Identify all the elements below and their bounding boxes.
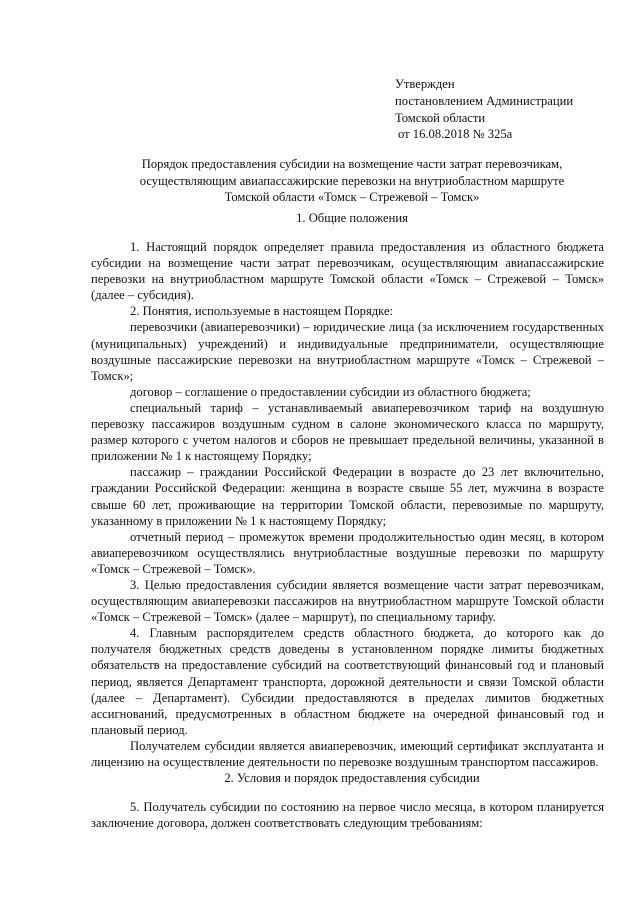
paragraph: 4. Главным распорядителем средств областного бюджета, до которого как до получателя бюджетных средств доведены в установленном порядке лимиты бюджетных обязательств на предоставление субсидий на соответствующий финансовый год и плановый период, является Департамент транспорта, дорожной деятельности и связи Томской области (далее – Департамент). Субсидии предоставляются в пределах лимитов бюджетных ассигнований, предусмотренных в областном бюджете на очередной финансовый год и плановый период. xyxy=(91,626,604,737)
paragraph: перевозчики (авиаперевозчики) – юридические лица (за исключением государственных (муниципальных) учреждений) и индивидуальные предприниматели, осуществляющие воздушные пассажирские перевозки на внутриобластном маршруте «Томск – Стрежевой – Томск»; xyxy=(91,320,604,383)
paragraph: 2. Понятия, используемые в настоящем Порядке: xyxy=(130,304,394,319)
title-line: осуществляющим авиапассажирские перевозки на внутриобластном маршруте xyxy=(139,173,565,188)
section-heading: 2. Условия и порядок предоставления субсидии xyxy=(224,771,480,785)
paragraph: пассажир – граждании Российской Федерации в возрасте до 23 лет включительно, граждании Российской Федерации: женщина в возрасте свыше 55 лет, мужчина в возрасте свыше 60 лет, проживающие на территории Томской области, перевозимые по маршруту, указанному в приложении № 1 к настоящему Порядку; xyxy=(91,465,604,528)
section-body xyxy=(91,799,604,831)
paragraph: 1. Настоящий порядок определяет правила предоставления из областного бюджета субсидии на возмещение части затрат перевозчикам, осуществляющим авиапассажирские перевозки на внутриобластном маршруте Томской области «Томск – Стрежевой – Томск» (далее – субсидия). xyxy=(91,240,604,303)
section-heading: 1. Общие положения xyxy=(296,211,408,225)
approval-block xyxy=(395,76,573,143)
paragraph: 5. Получатель субсидии по состоянию на первое число месяца, в котором планируется заключение договора, должен соответствовать следующим требованиям: xyxy=(91,800,604,831)
approval-date: от 16.08.2018 № 325а xyxy=(398,127,513,142)
title-line: Томской области «Томск – Стрежевой – Томск» xyxy=(224,190,480,205)
approval-line: Утвержден xyxy=(395,77,455,91)
document-title xyxy=(100,156,604,206)
paragraph: отчетный период – промежуток времени продолжительностью один месяц, в котором авиаперевозчиком осуществлялись внутриобластные воздушные перевозки по маршруту «Томск – Стрежевой – Томск». xyxy=(91,529,604,576)
paragraph: Получателем субсидии является авиаперевозчик, имеющий сертификат эксплуатанта и лицензию на осуществление деятельности по перевозке воздушным транспортом пассажиров. xyxy=(91,738,604,769)
approval-line: постановлением Администрации xyxy=(395,93,574,108)
section-body xyxy=(91,239,604,770)
approval-line: Томской области xyxy=(395,110,486,125)
paragraph: 3. Целью предоставления субсидии является возмещение части затрат перевозчикам, осуществляющим авиаперевозки пассажиров на внутриобластном маршруте Томской области «Томск – Стрежевой – Томск» (далее – маршрут), по специальному тарифу. xyxy=(91,577,604,625)
paragraph: договор – соглашение о предоставлении субсидии из областного бюджета; xyxy=(130,384,531,399)
title-line: Порядок предоставления субсидии на возмещение части затрат перевозчикам, xyxy=(141,157,563,171)
paragraph: специальный тариф – устанавливаемый авиаперевозчиком тариф на воздушную перевозку пассажиров воздушным судном в салоне экономического класса по маршруту, размер которого с учетом налогов и сборов не превышает предельной величины, указанной в приложении № 1 к настоящему Порядку; xyxy=(91,400,604,464)
